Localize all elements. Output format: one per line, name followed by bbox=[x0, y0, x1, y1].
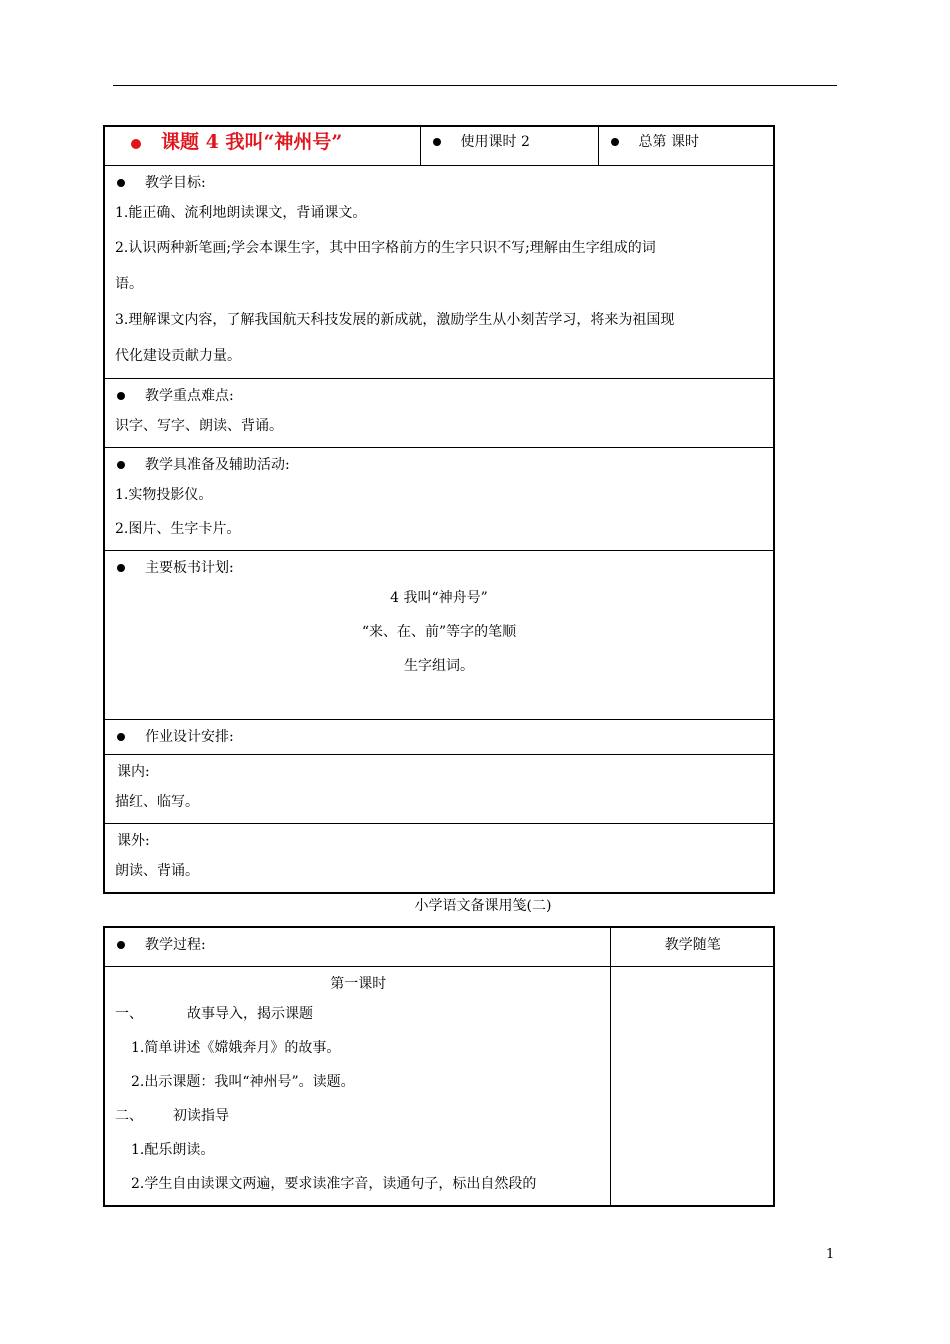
goals-heading: 教学目标: bbox=[145, 175, 206, 191]
key-points-text: 识字、写字、朗读、背诵。 bbox=[115, 418, 283, 434]
after-class-section bbox=[104, 824, 774, 894]
lesson-title: 课题 4 我叫“神州号” bbox=[161, 131, 343, 153]
homework-heading: 作业设计安排: bbox=[145, 729, 234, 745]
process-heading: 教学过程: bbox=[145, 937, 206, 953]
notes-heading: 教学随笔 bbox=[664, 937, 721, 953]
in-class-section bbox=[104, 755, 774, 824]
key-points-heading: 教学重点难点: bbox=[145, 388, 234, 404]
bullet-icon bbox=[117, 392, 125, 400]
after-class-row bbox=[104, 824, 774, 894]
step-item: 2.学生自由读课文两遍，要求读准字音，读通句子，标出自然段的 bbox=[131, 1176, 537, 1192]
goals-section bbox=[104, 166, 774, 379]
in-class-row bbox=[104, 755, 774, 824]
session-title: 第一课时 bbox=[330, 976, 387, 992]
after-class-label: 课外: bbox=[117, 833, 150, 849]
lesson-info-table bbox=[103, 125, 775, 894]
process-body-row bbox=[104, 967, 774, 1207]
prep-row bbox=[104, 448, 774, 551]
step-item: 1.配乐朗读。 bbox=[131, 1142, 215, 1158]
step-title: 故事导入，揭示课题 bbox=[187, 1006, 313, 1022]
homework-heading-row bbox=[104, 720, 774, 755]
board-line: 生字组词。 bbox=[404, 658, 474, 674]
in-class-label: 课内: bbox=[117, 764, 150, 780]
prep-item: 1.实物投影仪。 bbox=[115, 487, 213, 503]
key-points-row bbox=[104, 379, 774, 448]
prep-heading: 教学具准备及辅助活动: bbox=[145, 457, 290, 473]
hours-cell bbox=[420, 126, 598, 166]
total-label: 总第 课时 bbox=[638, 134, 699, 150]
board-heading: 主要板书计划: bbox=[145, 560, 234, 576]
step-number: 一、 bbox=[115, 1006, 143, 1022]
goal-item: 2.认识两种新笔画;学会本课生字，其中田字格前方的生字只识不写;理解由生字组成的词 bbox=[115, 240, 656, 256]
bullet-icon bbox=[117, 179, 125, 187]
header-row bbox=[104, 126, 774, 166]
title-cell bbox=[104, 126, 420, 166]
board-line: “来、在、前”等字的笔顺 bbox=[361, 624, 517, 640]
step-item: 1.简单讲述《嫦娥奔月》的故事。 bbox=[131, 1040, 341, 1056]
bullet-icon bbox=[611, 138, 619, 146]
board-section bbox=[104, 551, 774, 720]
homework-heading-cell bbox=[104, 720, 774, 755]
page-subtitle: 小学语文备课用笺(二) bbox=[414, 898, 552, 914]
notes-cell bbox=[610, 967, 774, 1207]
bullet-icon bbox=[131, 139, 141, 149]
goal-item: 代化建设贡献力量。 bbox=[115, 348, 241, 364]
step-title: 初读指导 bbox=[173, 1108, 229, 1124]
process-heading-cell bbox=[104, 927, 610, 967]
top-rule bbox=[113, 85, 837, 86]
in-class-text: 描红、临写。 bbox=[115, 794, 199, 810]
process-body bbox=[104, 967, 610, 1207]
goal-item: 3.理解课文内容，了解我国航天科技发展的新成就，激励学生从小刻苦学习，将来为祖国现 bbox=[115, 312, 675, 328]
hours-label: 使用课时 2 bbox=[460, 134, 530, 150]
bullet-icon bbox=[433, 138, 441, 146]
goals-row bbox=[104, 166, 774, 379]
bullet-icon bbox=[117, 461, 125, 469]
step-number: 二、 bbox=[115, 1108, 143, 1124]
total-cell bbox=[598, 126, 774, 166]
goal-item: 语。 bbox=[115, 276, 143, 292]
bullet-icon bbox=[117, 733, 125, 741]
prep-section bbox=[104, 448, 774, 551]
step-item: 2.出示课题：我叫“神州号”。读题。 bbox=[131, 1074, 355, 1090]
bullet-icon bbox=[117, 941, 125, 949]
key-points-section bbox=[104, 379, 774, 448]
process-header-row bbox=[104, 927, 774, 967]
process-table bbox=[103, 926, 775, 1207]
prep-item: 2.图片、生字卡片。 bbox=[115, 521, 241, 537]
notes-heading-cell bbox=[610, 927, 774, 967]
bullet-icon bbox=[117, 564, 125, 572]
board-line: 4 我叫“神舟号” bbox=[390, 590, 488, 606]
page-number: 1 bbox=[826, 1247, 835, 1262]
board-row bbox=[104, 551, 774, 720]
after-class-text: 朗读、背诵。 bbox=[115, 863, 199, 879]
goal-item: 1.能正确、流利地朗读课文，背诵课文。 bbox=[115, 205, 367, 221]
